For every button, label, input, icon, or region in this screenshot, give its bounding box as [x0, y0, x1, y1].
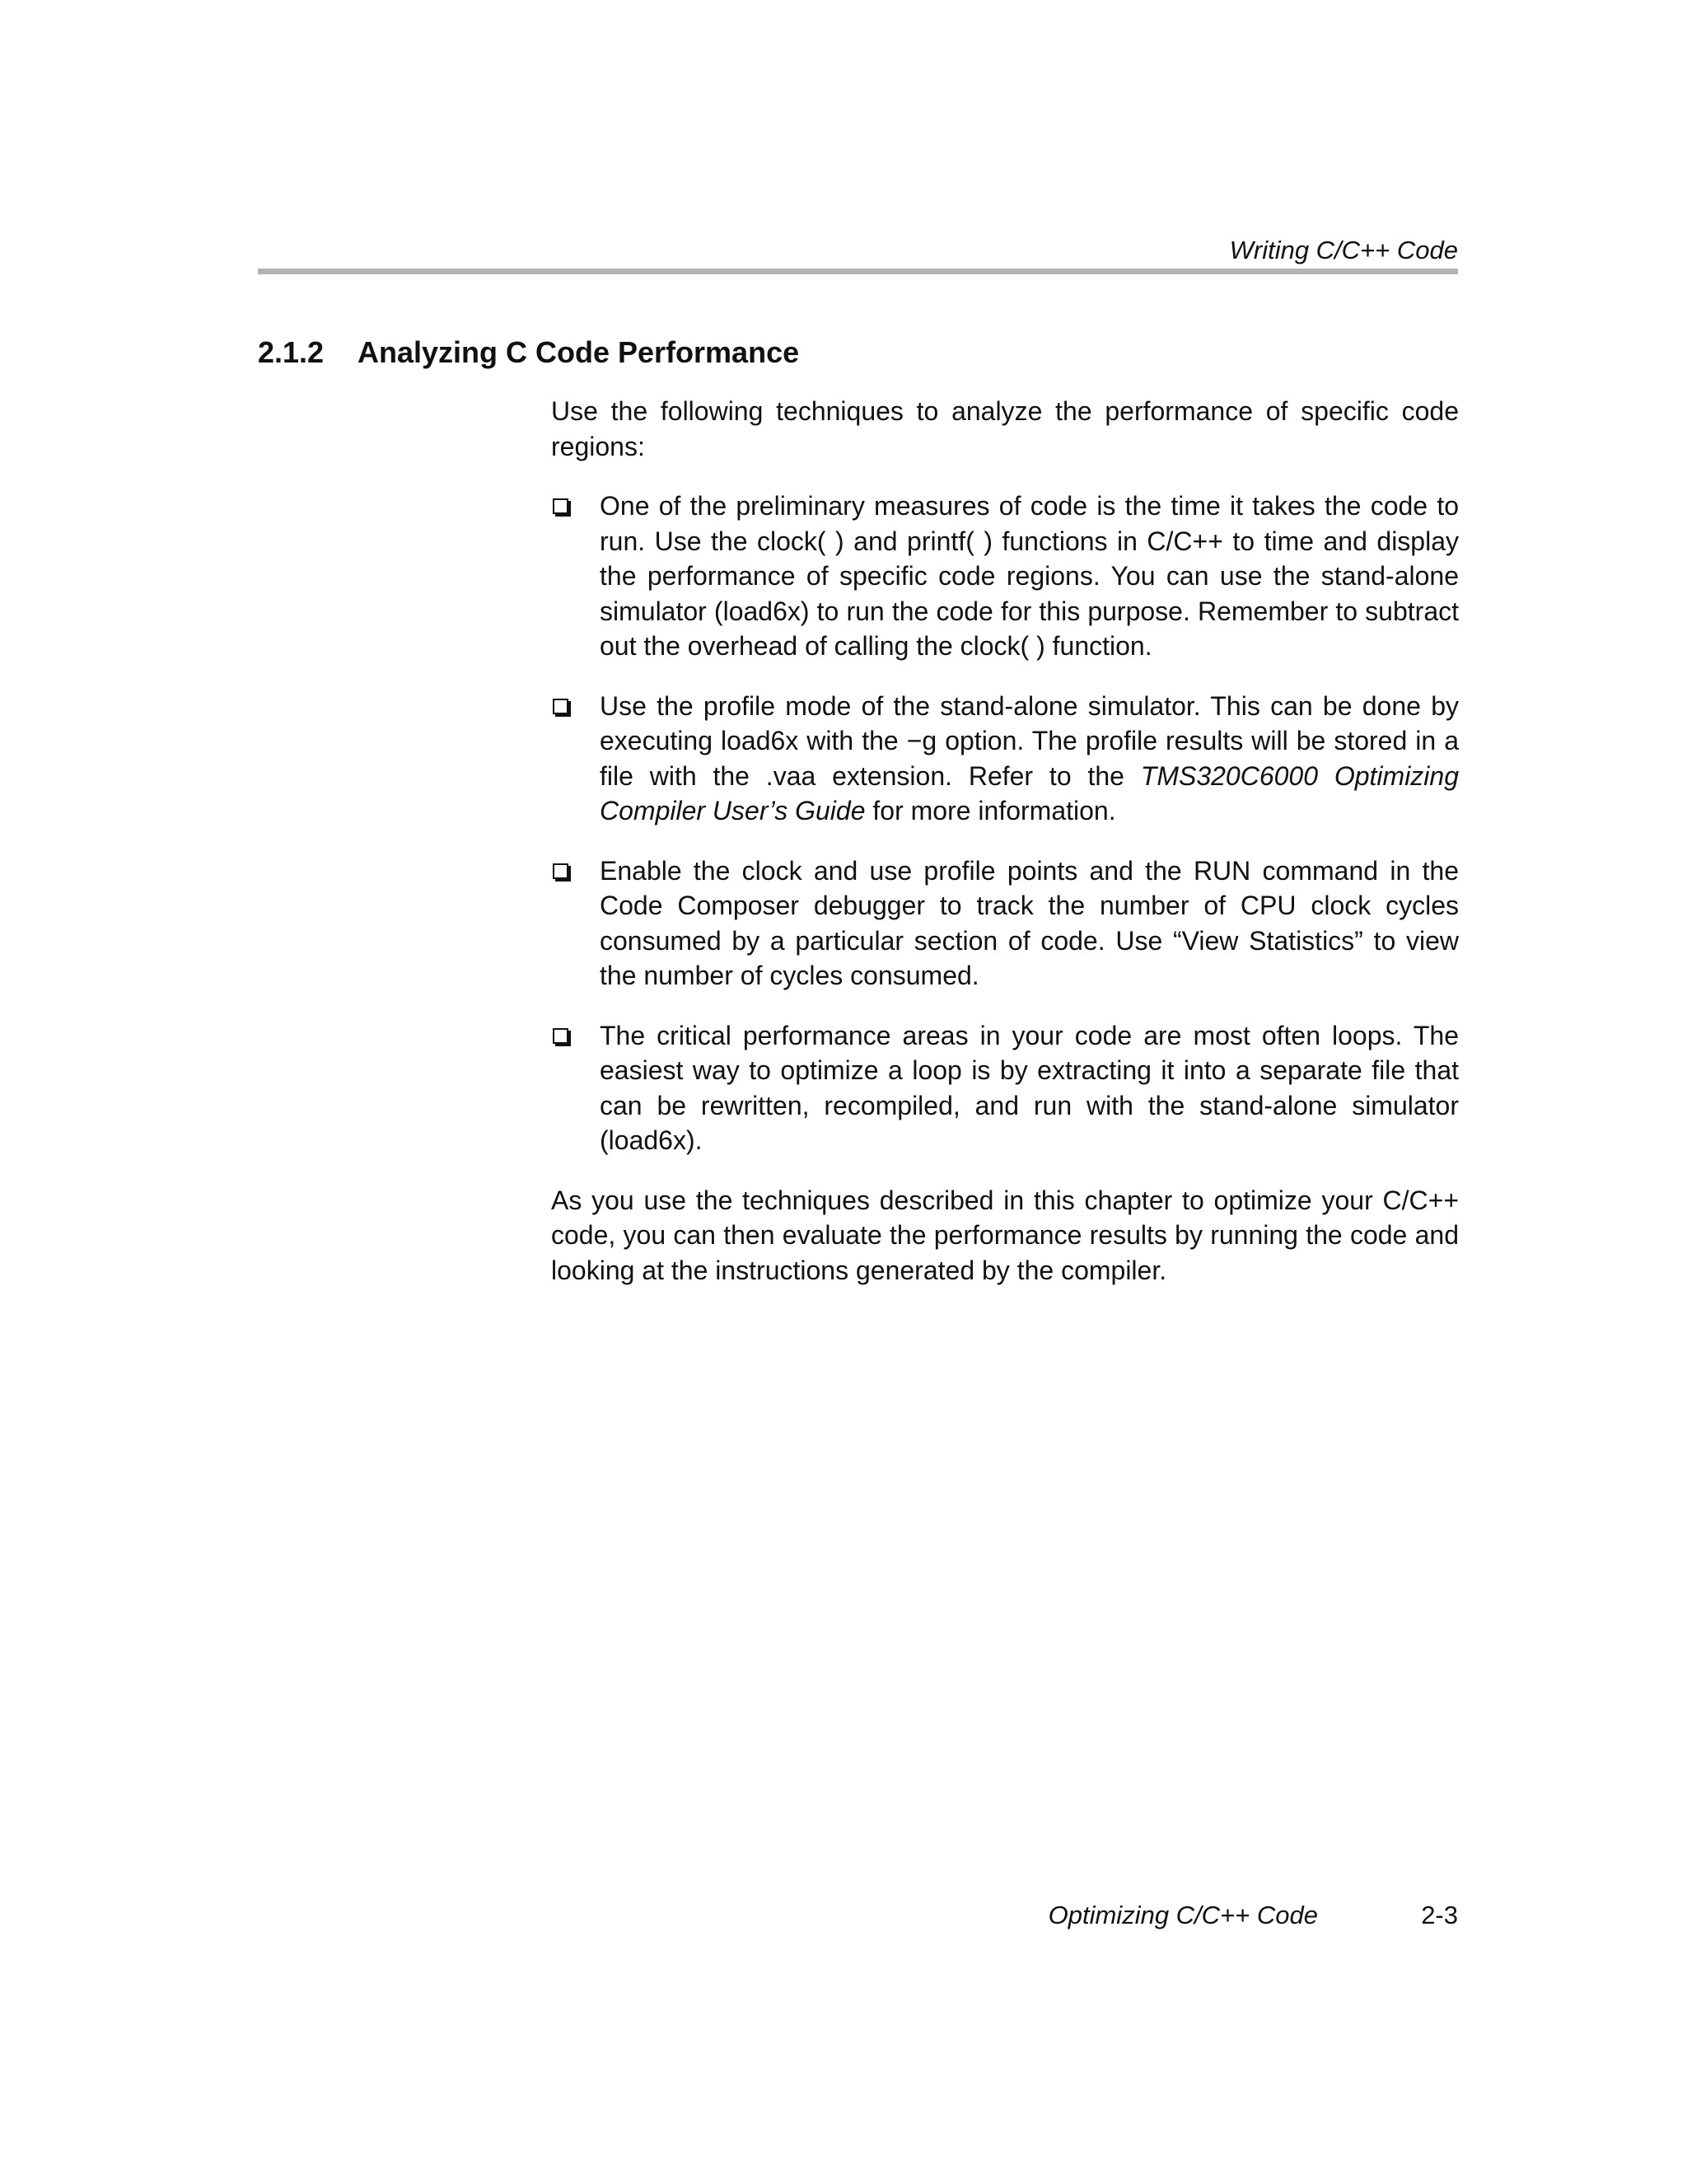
list-item-text: One of the preliminary measures of code is the time it takes the code to run. Use the clock( ) and printf( ) functions in C/C++ to time and display the performance of specific code regions. You can use the stand-alone simulator (load6x) to run the code for this purpose. Remember to subtract out the overhead of calling the clock( ) function. — [600, 491, 1459, 661]
closing-paragraph: As you use the techniques described in this chapter to optimize your C/C++ code, you can then evaluate the performance results by running the code and looking at the instructions generated by the compiler. — [551, 1185, 1459, 1285]
checkbox-bullet-icon — [553, 1028, 568, 1044]
list-item — [551, 689, 1459, 829]
technique-list — [551, 489, 1459, 1158]
list-item-text: Enable the clock and use profile points and the RUN command in the Code Composer debugger to track the number of CPU clock cycles consumed by a particular section of code. Use “View Statistics” to view the number of cycles consumed. — [600, 855, 1459, 990]
checkbox-bullet-icon — [553, 863, 568, 879]
intro-paragraph: Use the following techniques to analyze the performance of specific code regions: — [551, 396, 1459, 461]
list-item — [551, 489, 1459, 664]
list-item-text — [600, 689, 1459, 829]
book-title-reference: TMS320C6000 Optimizing Compiler User’s Guide — [600, 760, 1460, 825]
checkbox-bullet-icon — [553, 699, 568, 714]
page-number: 2-3 — [1421, 1901, 1458, 1929]
running-header: Writing C/C++ Code — [1229, 236, 1458, 264]
section-heading — [258, 333, 799, 372]
list-item-text-part: for more information. — [865, 796, 1116, 825]
list-item — [551, 853, 1459, 994]
list-item — [551, 1018, 1459, 1158]
body-column — [551, 394, 1459, 1288]
footer-title: Optimizing C/C++ Code — [1048, 1901, 1318, 1929]
header-rule — [258, 269, 1458, 274]
list-item-text: The critical performance areas in your code are most often loops. The easiest way to optimize a loop is by extracting it into a separate file that can be rewritten, recompiled, and run with the stand-alone simulator (load6x). — [600, 1020, 1459, 1155]
checkbox-bullet-icon — [553, 498, 568, 514]
section-number: 2.1.2 — [258, 335, 325, 369]
list-item-text-part: Use the profile mode of the stand-alone simulator. This can be done by executing load6x with the −g option. The profile results will be stored in a file with the .vaa extension. Refer to the — [600, 690, 1459, 791]
section-title: Analyzing C Code Performance — [357, 335, 800, 369]
